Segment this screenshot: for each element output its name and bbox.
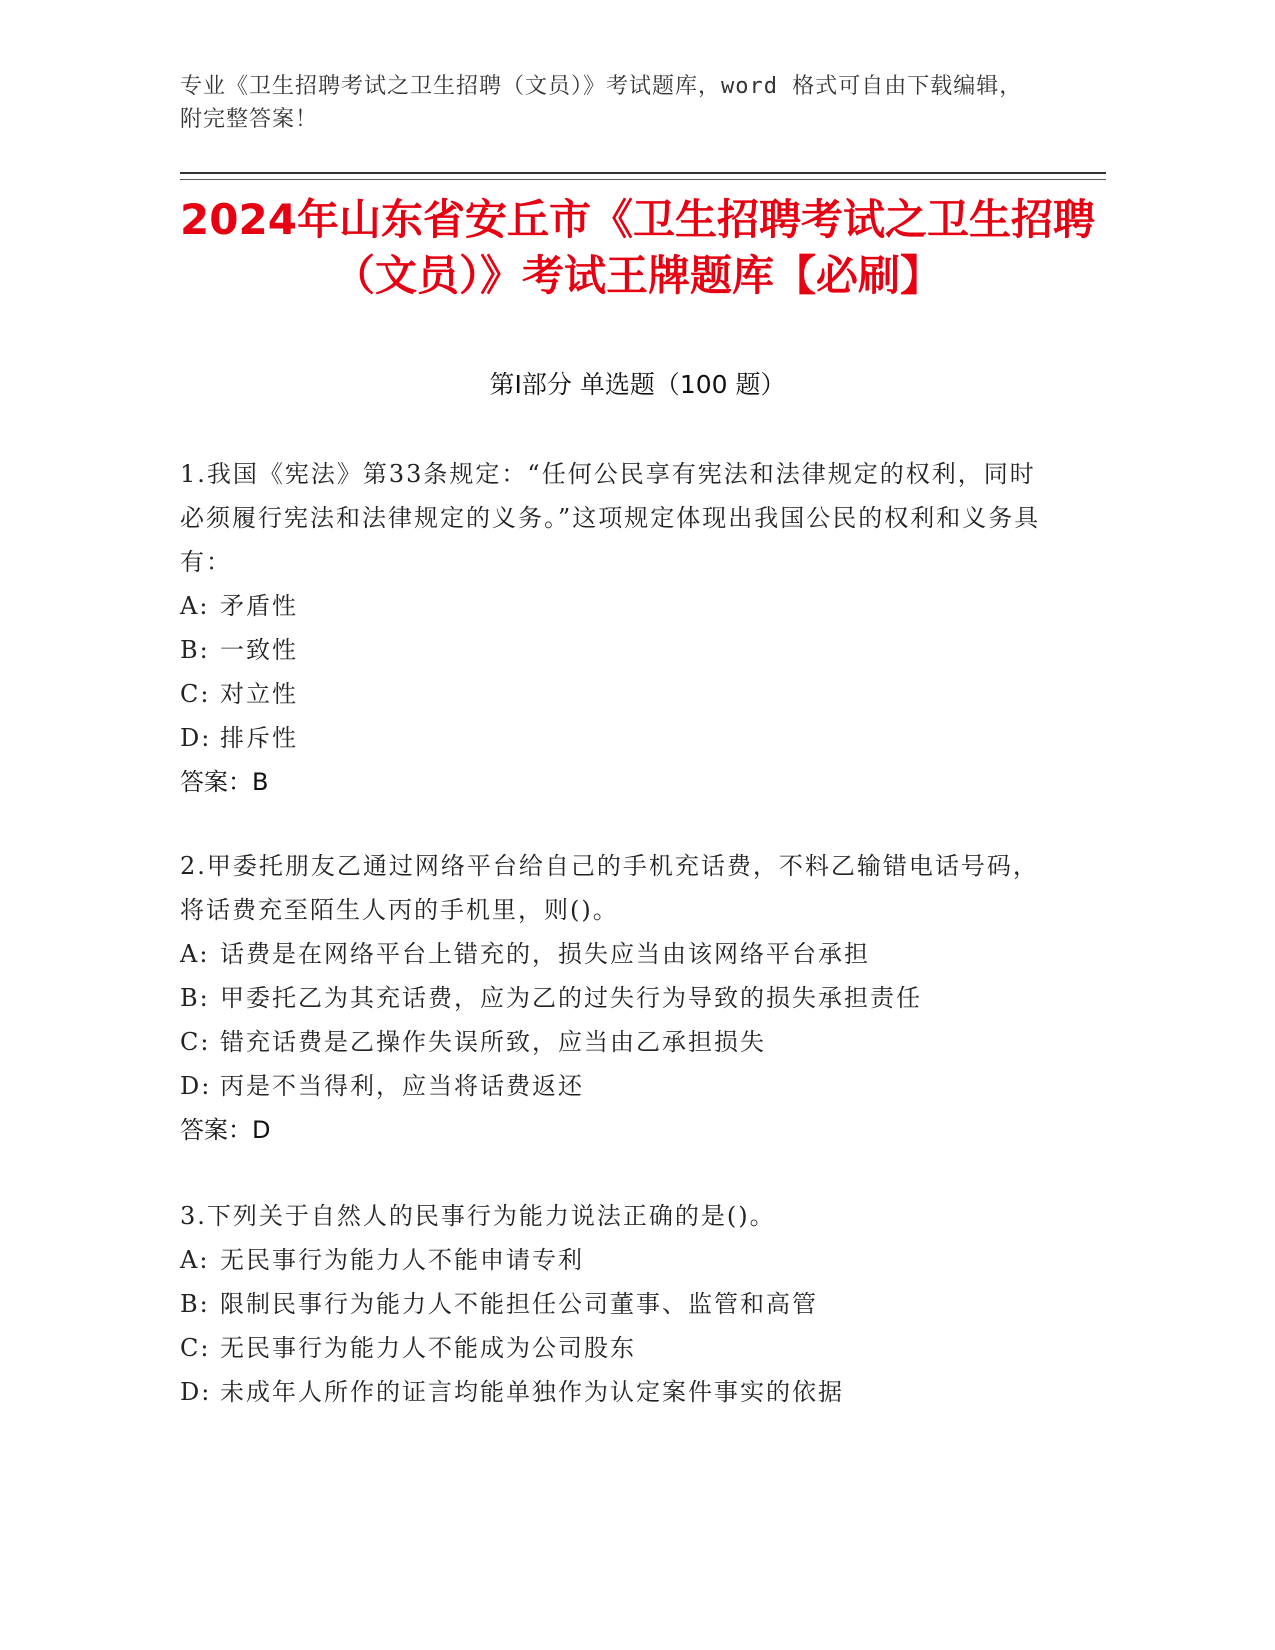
option-letter: D:: [180, 724, 212, 752]
header-note: 专业《卫生招聘考试之卫生招聘（文员）》考试题库，word 格式可自由下载编辑，附完整答案！: [180, 74, 1023, 132]
option-text: 对立性: [220, 680, 298, 708]
option-letter: C:: [180, 1028, 211, 1056]
question-1: [180, 452, 1060, 804]
option-letter: D:: [180, 1378, 212, 1406]
option-text: 无民事行为能力人不能申请专利: [220, 1246, 584, 1274]
option-c: [180, 1326, 1060, 1370]
option-d: [180, 716, 1060, 760]
option-text: 未成年人所作的证言均能单独作为认定案件事实的依据: [220, 1378, 844, 1406]
option-letter: B:: [180, 984, 210, 1012]
option-text: 限制民事行为能力人不能担任公司董事、监管和高管: [220, 1290, 818, 1318]
answer: 答案：D: [180, 1116, 271, 1144]
option-text: 排斥性: [220, 724, 298, 752]
option-letter: A:: [180, 940, 210, 968]
option-letter: D:: [180, 1072, 212, 1100]
option-letter: A:: [180, 592, 210, 620]
option-letter: A:: [180, 1246, 210, 1274]
question-stem: 2.甲委托朋友乙通过网络平台给自己的手机充话费，不料乙输错电话号码，将话费充至陌生人丙的手机里，则()。: [180, 852, 1039, 924]
header-divider-thick: [180, 172, 1106, 174]
option-a: [180, 932, 1060, 976]
question-stem: 1.我国《宪法》第33条规定：“任何公民享有宪法和法律规定的权利，同时必须履行宪法和法律规定的义务。”这项规定体现出我国公民的权利和义务具有：: [180, 460, 1041, 576]
section-title: 第Ⅰ部分 单选题（100 题）: [489, 370, 786, 399]
option-letter: C:: [180, 1334, 211, 1362]
option-text: 话费是在网络平台上错充的，损失应当由该网络平台承担: [220, 940, 870, 968]
option-a: [180, 1238, 1060, 1282]
header-divider-thin: [180, 179, 1106, 180]
option-text: 无民事行为能力人不能成为公司股东: [220, 1334, 636, 1362]
option-text: 一致性: [220, 636, 298, 664]
option-letter: B:: [180, 636, 210, 664]
option-b: [180, 628, 1060, 672]
option-d: [180, 1370, 1060, 1414]
option-c: [180, 1020, 1060, 1064]
option-d: [180, 1064, 1060, 1108]
option-text: 甲委托乙为其充话费，应为乙的过失行为导致的损失承担责任: [220, 984, 922, 1012]
question-stem: 3.下列关于自然人的民事行为能力说法正确的是()。: [180, 1202, 776, 1230]
question-2: [180, 844, 1060, 1152]
option-b: [180, 976, 1060, 1020]
option-text: 矛盾性: [220, 592, 298, 620]
option-a: [180, 584, 1060, 628]
option-text: 丙是不当得利，应当将话费返还: [220, 1072, 584, 1100]
option-text: 错充话费是乙操作失误所致，应当由乙承担损失: [220, 1028, 766, 1056]
question-3: [180, 1194, 1060, 1414]
option-letter: C:: [180, 680, 211, 708]
option-b: [180, 1282, 1060, 1326]
answer: 答案：B: [180, 768, 269, 796]
document-title: 2024年山东省安丘市《卫生招聘考试之卫生招聘（文员）》考试王牌题库【必刷】: [180, 195, 1095, 300]
option-letter: B:: [180, 1290, 210, 1318]
option-c: [180, 672, 1060, 716]
